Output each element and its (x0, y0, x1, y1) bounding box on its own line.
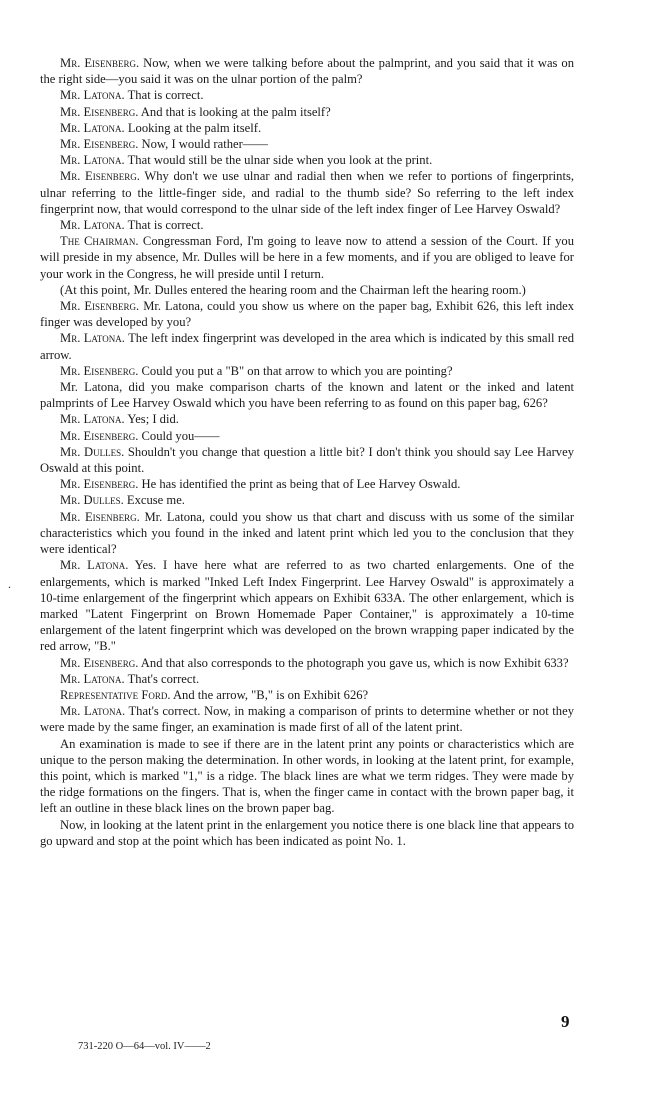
transcript-paragraph (40, 557, 574, 654)
paragraph-text: That is correct. (124, 218, 204, 233)
paragraph-text: Now, when we were talking before about the palmprint, and you said that it was on the right side—you said it was on the ulnar portion of the palm? (40, 56, 574, 87)
paragraph-text: Could you put a "B" on that arrow to which you are pointing? (138, 363, 453, 378)
transcript-paragraph (40, 492, 574, 508)
paragraph-text: That's correct. Now, in making a comparison of prints to determine whether or not they were made by the same finger, an examination is made first of all of the latent print. (40, 704, 574, 735)
document-body (40, 55, 574, 849)
speaker-name: The Chairman. (60, 234, 139, 249)
paragraph-text: That would still be the ulnar side when you look at the print. (124, 153, 433, 168)
transcript-paragraph (40, 817, 574, 849)
speaker-name: Mr. Latona. (60, 671, 125, 686)
speaker-name: Mr. Latona. (60, 704, 126, 719)
speaker-name: Mr. Latona. (60, 218, 125, 233)
paragraph-text: Now, I would rather—— (138, 137, 268, 152)
transcript-paragraph (40, 509, 574, 558)
transcript-paragraph (40, 298, 574, 330)
speaker-name: Mr. Dulles. (60, 444, 125, 459)
paragraph-text: The left index fingerprint was developed in the area which is indicated by this small red arrow. (40, 331, 574, 362)
paragraph-text: Shouldn't you change that question a little bit? I don't think you should say Lee Harvey Oswald at this point. (40, 444, 574, 476)
paragraph-text: Congressman Ford, I'm going to leave now to attend a session of the Court. If you will preside in my absence, Mr. Dulles will be here in a few moments, and if you are obliged to leave for your work in the Congress, he will preside until I return. (40, 234, 574, 281)
transcript-paragraph (40, 233, 574, 282)
paragraph-text: An examination is made to see if there are in the latent print any points or characteristics which are unique to the person making the determination. In other words, in looking at the latent print, for example, this point, which is marked "1," is a ridge. The black lines are what we term ridges. They were made by the ridge formations on the fingers. That is, when the finger came in contact with the brown paper bag, it left an outline in these black lines on the brown paper bag. (40, 736, 574, 816)
transcript-paragraph (40, 87, 574, 103)
speaker-name: Mr. Eisenberg. (60, 477, 139, 492)
transcript-paragraph (40, 282, 574, 298)
speaker-name: Mr. Latona. (60, 331, 125, 346)
speaker-name: Mr. Eisenberg. (60, 56, 140, 70)
transcript-paragraph (40, 428, 574, 444)
paragraph-text: And the arrow, "B," is on Exhibit 626? (170, 687, 369, 702)
speaker-name: Mr. Latona. (60, 88, 125, 103)
paragraph-text: He has identified the print as being that of Lee Harvey Oswald. (138, 477, 461, 492)
transcript-paragraph (40, 363, 574, 379)
speaker-name: Mr. Eisenberg. (60, 509, 140, 524)
page-number: 9 (561, 1012, 570, 1031)
speaker-name: Mr. Eisenberg. (60, 428, 139, 443)
transcript-paragraph (40, 411, 574, 427)
transcript-paragraph (40, 444, 574, 476)
paragraph-text: And that also corresponds to the photograph you gave us, which is now Exhibit 633? (138, 655, 569, 670)
paragraph-text: That's correct. (124, 671, 200, 686)
transcript-paragraph (40, 736, 574, 817)
speaker-name: Mr. Eisenberg. (60, 104, 139, 119)
paragraph-text: Could you—— (138, 428, 220, 443)
paragraph-text: Why don't we use ulnar and radial then when we refer to portions of fingerprints, ulnar referring to the little-finger side, and radial to the thumb side? So referring to the left index fingerprint now, that would correspond to the ulnar side of the left index finger of Lee Harvey Oswald? (40, 169, 575, 216)
paragraph-text: Mr. Latona, could you show us where on the paper bag, Exhibit 626, this left index finger was developed by you? (40, 299, 575, 330)
paragraph-text: Mr. Latona, could you show us that chart and discuss with us some of the similar characteristics which you found in the inked and latent print which led you to the conclusion that they were identical? (40, 509, 575, 557)
transcript-paragraph (40, 217, 574, 233)
paragraph-text: Mr. Latona, did you make comparison charts of the known and latent or the inked and latent palmprints of Lee Harvey Oswald which you have been referring to as found on this paper bag, 626? (40, 380, 574, 411)
transcript-paragraph (40, 671, 574, 687)
print-footer: 731-220 O—64—vol. IV——2 (78, 1041, 211, 1052)
speaker-name: Mr. Eisenberg. (60, 169, 140, 184)
transcript-paragraph (40, 168, 574, 217)
paragraph-text: And that is looking at the palm itself? (138, 104, 331, 119)
margin-mark: . (8, 577, 11, 591)
speaker-name: Mr. Eisenberg. (60, 299, 140, 314)
transcript-paragraph (40, 330, 574, 362)
paragraph-text: Yes. I have here what are referred to as two charted enlargements. One of the enlargements, which is marked "Inked Left Index Fingerprint. Lee Harvey Oswald" is approximately a 10-time enlargement of the fingerprint which appears on Exhibit 633A. The other enlargement, which is marked "Latent Fingerprint on Brown Homemade Paper Container," is approximately a 10-time enlargement of the latent fingerprint which was developed on the brown wrapping paper indicated by the red arrow, "B." (40, 558, 574, 654)
speaker-name: Mr. Eisenberg. (60, 655, 139, 670)
speaker-name: Mr. Latona. (60, 412, 125, 427)
speaker-name: Mr. Eisenberg. (60, 363, 139, 378)
speaker-name: Mr. Eisenberg. (60, 137, 139, 152)
speaker-name: Mr. Latona. (60, 558, 129, 573)
speaker-name: Representative Ford. (60, 687, 171, 702)
paragraph-text: Yes; I did. (124, 412, 179, 427)
transcript-paragraph (40, 152, 574, 168)
transcript-paragraph (40, 55, 574, 87)
transcript-paragraph (40, 104, 574, 120)
paragraph-text: Now, in looking at the latent print in the enlargement you notice there is one black line that appears to go upward and stop at the point which has been indicated as point No. 1. (40, 817, 574, 848)
transcript-paragraph (40, 655, 574, 671)
paragraph-text: Excuse me. (123, 493, 185, 508)
speaker-name: Mr. Latona. (60, 153, 125, 168)
paragraph-text: (At this point, Mr. Dulles entered the hearing room and the Chairman left the hearing room.) (60, 282, 526, 297)
transcript-paragraph (40, 379, 574, 411)
speaker-name: Mr. Dulles. (60, 493, 124, 508)
transcript-paragraph (40, 120, 574, 136)
transcript-paragraph (40, 476, 574, 492)
paragraph-text: That is correct. (124, 88, 204, 103)
transcript-paragraph (40, 687, 574, 703)
speaker-name: Mr. Latona. (60, 120, 125, 135)
transcript-paragraph (40, 136, 574, 152)
paragraph-text: Looking at the palm itself. (124, 120, 262, 135)
transcript-paragraph (40, 703, 574, 735)
